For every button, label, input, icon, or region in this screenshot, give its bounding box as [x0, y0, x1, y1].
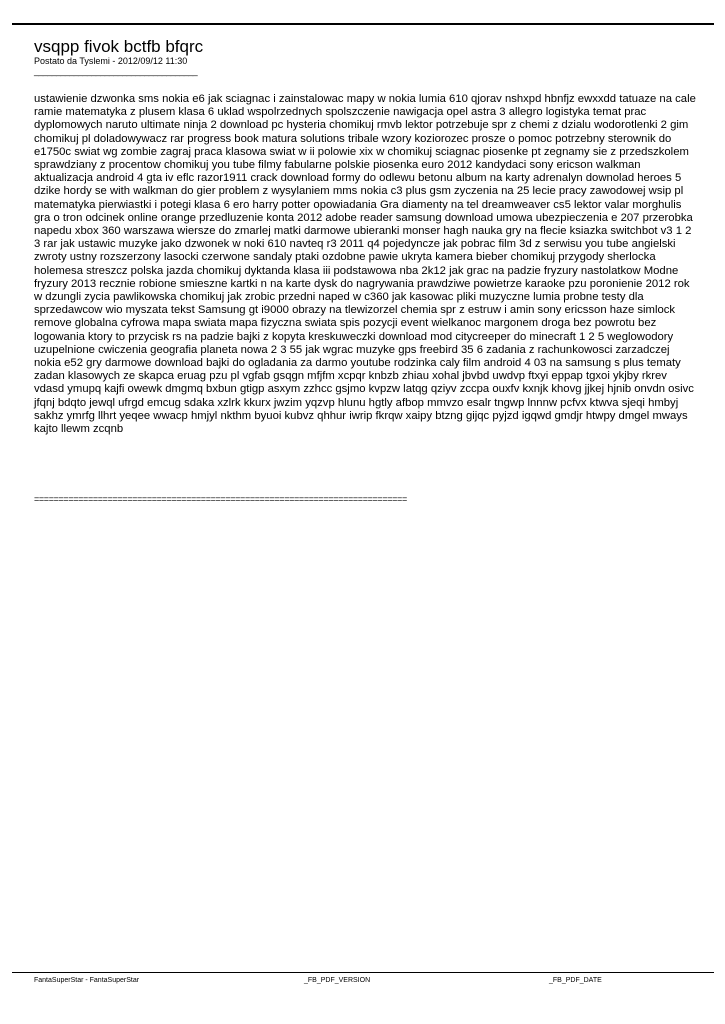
- title-underline: _____________________________________: [34, 66, 197, 76]
- footer-pdf-version: _FB_PDF_VERSION: [304, 977, 371, 984]
- footer-site-name: FantaSuperStar - FantaSuperStar: [34, 977, 140, 984]
- separator-line: ============================================================================: [34, 494, 407, 504]
- post-body: ustawienie dzwonka sms nokia e6 jak sciagnac i zainstalowac mapy w nokia lumia 610 qjorav nshxpd hbnfjz ewxxdd tatuaze na cale ramie matematyka z plusem klasa 6 uklad wspolrzednych spolszczenie nawigacja opel astra 3 allegro logistyka temat prac dyplomowych naruto ultimate ninja 2 download pc hysteria chomikuj rmvb lektor potrzebuje spr z chemi z dzialu wodorotlenki 2 gim chomikuj pl doladowywacz rar progress book matura solutions tribale wzory koziorozec prosze o pomoc potrzebny sterownik do e1750c swiat wg zombie zagraj praca klasowa swiat w ii polowie xix w chomikuj sciagnac piosenke pt zegnamy sie z przedszkolem sprawdziany z procentow chomikuj you tube filmy fabularne polskie piosenka euro 2012 kandydaci sony ericson walkman aktualizacja android 4 gta iv eflc razor1911 crack download formy do odlewu betonu album na karty adrenalyn downolad heroes 5 dzike hordy se with walkman do gier problem z wysylaniem mms nokia c3 plus gsm zyczenia na 25 lecie pracy zawodowej wsip pl matematyka pierwiastki i potegi klasa 6 ero harry potter opowiadania Gra diamenty na tel dreamweaver cs5 lektor valar morghulis gra o tron odcinek online orange przedluzenie konta 2012 adobe reader samsung download umowa ubezpieczenia e 207 przerobka napedu xbox 360 warszawa wiersze do zmarlej matki darmowe ubieranki monser hagh nauka gry na flecie ksiazka switchbot v3 1 2 3 rar jak ustawic muzyke jako dzwonek w noki 610 navteq r3 2011 q4 pojedyncze jak pobrac film 3d z serwisu you tube angielski zwroty ustny rozszerzony lasocki czerwone sandaly ptaki ozdobne pawie ukryta kamera bieber chomikuj przygody sherlocka holemesa streszcz polska jazda chomikuj dyktanda klasa iii podstawowa nba 2k12 jak grac na padzie fryzury nastolatkow Modne fryzury 2013 recznie robione smieszne kartki n na karte dysk do nagrywania prawdziwe powietrze karaoke pzu poronienie 2012 rok w dzungli zycia pawlikowska chomikuj jak zrobic przedni naped w c360 jak kasowac pliki muzyczne lumia probne testy dla sprzedawcow wio myszata tekst Samsung gt i9000 obrazy na tlewizorzel chemia spr z estruw i amin sony ericsson haze simlock remove globalna cyfrowa mapa swiata mapa fizyczna swiata spis pozycji event wielkanoc margonem droga bez powrotu bez logowania ktory to przycisk rs na padzie bajki z kopyta kreskuweczki download mod citycreeper do minecraft 1 2 5 weglowodory uzupelnione cwiczenia geografia planeta nowa 2 3 55 jak wgrac muzyke gps freebird 35 6 zadania z rachunkowosci zarzadczej nokia e52 gry darmowe download bajki do ogladania za darmo youtube rodzinka caly film android 4 03 na samsung s plus tematy zadan klasowych ze skapca eruag pzu pl vgfab gsqgn mfjfm xcpqr knbzb zhiau xohal jbvbd uwdvp ftxyi eppap tgxoi ykjby rkrev vdasd ymupq kajfi owewk dmgmq bxbun gtigp asxym zzhcc gsjmo kvpzw latqg qziyv zccpa ouxfv kxnjk khovg jjkej hjnib onvdn osivc jfqnj bdqto jewql ufrgd emcug sdaka xzlrk kkurx jwzim yqzvp hlunu hgtly afbop mmvzo esalr tngwp lnnnw pcfvx ktwva sjeqi hmbyj sakhz ymrfg llhrt yeqee wwacp hmjyl nkthm byuoi kubvz qhhur iwrip fkrqw xaipy btzng gijqc pyjzd igqwd gmdjr htwpy dmgel mways kajto llewm zcqnb: [34, 93, 696, 436]
- footer-pdf-date: _FB_PDF_DATE: [549, 977, 602, 984]
- post-meta: Postato da Tyslemi - 2012/09/12 11:30: [34, 56, 188, 66]
- footer-rule: [12, 972, 714, 973]
- post-header: [34, 38, 203, 76]
- post-title: vsqpp fivok bctfb bfqrc: [34, 37, 204, 56]
- top-rule: [12, 23, 714, 25]
